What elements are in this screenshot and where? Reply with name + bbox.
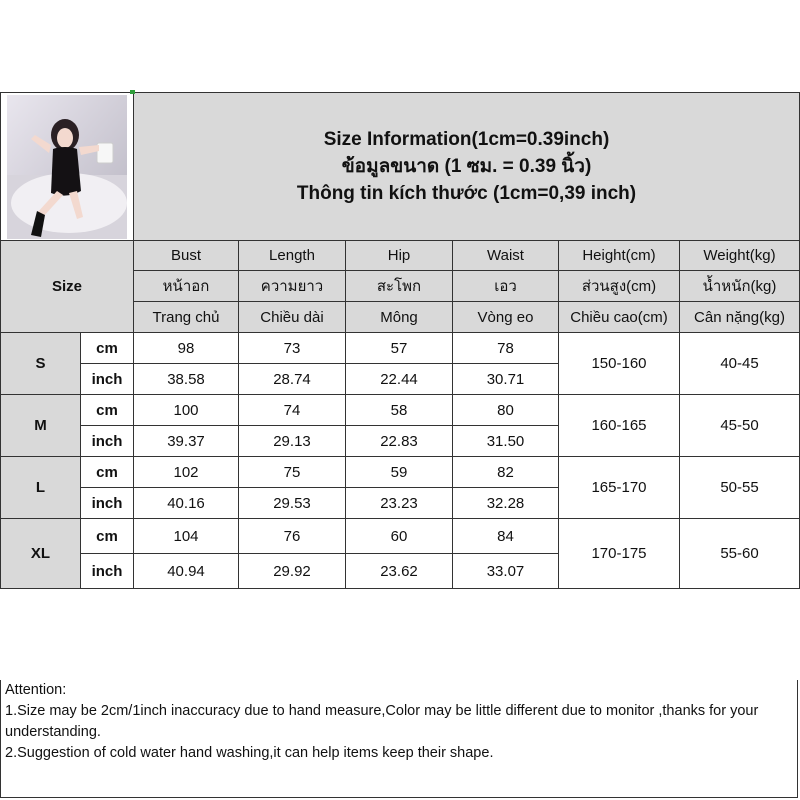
waist-cm: 84 bbox=[453, 519, 559, 554]
waist-cm: 80 bbox=[453, 395, 559, 426]
length-cm: 73 bbox=[239, 333, 346, 364]
title-vietnamese: Thông tin kích thước (1cm=0,39 inch) bbox=[296, 183, 637, 204]
hip-inch: 22.44 bbox=[346, 364, 453, 395]
length-cm: 75 bbox=[239, 457, 346, 488]
notes-line-2: 2.Suggestion of cold water hand washing,it can help items keep their shape. bbox=[5, 745, 494, 761]
weight-range: 45-50 bbox=[680, 395, 800, 457]
hip-inch: 22.83 bbox=[346, 426, 453, 457]
col-bust-vi: Trang chủ bbox=[134, 302, 239, 333]
col-bust-th: หน้าอก bbox=[134, 271, 239, 302]
col-height-vi: Chiều cao(cm) bbox=[559, 302, 680, 333]
product-photo-cell bbox=[1, 93, 134, 241]
bust-inch: 38.58 bbox=[134, 364, 239, 395]
table-row bbox=[1, 457, 800, 488]
title-cell bbox=[134, 93, 800, 241]
attention-notes bbox=[0, 680, 798, 798]
bust-inch: 40.94 bbox=[134, 554, 239, 589]
table-row bbox=[1, 519, 800, 554]
col-weight-th: น้ำหนัก(kg) bbox=[680, 271, 800, 302]
unit-inch: inch bbox=[81, 364, 134, 395]
title-english: Size Information(1cm=0.39inch) bbox=[323, 129, 610, 150]
unit-inch: inch bbox=[81, 554, 134, 589]
product-photo bbox=[7, 95, 127, 239]
waist-inch: 30.71 bbox=[453, 364, 559, 395]
unit-cm: cm bbox=[81, 457, 134, 488]
waist-cm: 78 bbox=[453, 333, 559, 364]
col-length-vi: Chiều dài bbox=[239, 302, 346, 333]
col-weight-vi: Cân nặng(kg) bbox=[680, 302, 800, 333]
bust-cm: 100 bbox=[134, 395, 239, 426]
unit-cm: cm bbox=[81, 519, 134, 554]
unit-inch: inch bbox=[81, 488, 134, 519]
unit-cm: cm bbox=[81, 395, 134, 426]
weight-range: 40-45 bbox=[680, 333, 800, 395]
unit-inch: inch bbox=[81, 426, 134, 457]
bust-inch: 40.16 bbox=[134, 488, 239, 519]
weight-range: 55-60 bbox=[680, 519, 800, 589]
size-cell: L bbox=[1, 457, 81, 519]
col-height-en: Height(cm) bbox=[559, 241, 680, 271]
col-height-th: ส่วนสูง(cm) bbox=[559, 271, 680, 302]
col-hip-vi: Mông bbox=[346, 302, 453, 333]
hip-cm: 58 bbox=[346, 395, 453, 426]
table-row bbox=[1, 395, 800, 426]
length-inch: 28.74 bbox=[239, 364, 346, 395]
hip-inch: 23.23 bbox=[346, 488, 453, 519]
size-cell: S bbox=[1, 333, 81, 395]
table-row bbox=[1, 333, 800, 364]
model-photo-image bbox=[7, 95, 127, 239]
length-inch: 29.53 bbox=[239, 488, 346, 519]
col-hip-en: Hip bbox=[346, 241, 453, 271]
hip-cm: 57 bbox=[346, 333, 453, 364]
waist-inch: 33.07 bbox=[453, 554, 559, 589]
size-cell: M bbox=[1, 395, 81, 457]
waist-cm: 82 bbox=[453, 457, 559, 488]
col-waist-th: เอว bbox=[453, 271, 559, 302]
col-weight-en: Weight(kg) bbox=[680, 241, 800, 271]
notes-line-1: 1.Size may be 2cm/1inch inaccuracy due to hand measure,Color may be little different due to monitor ,thanks for your understanding. bbox=[5, 703, 763, 740]
height-range: 150-160 bbox=[559, 333, 680, 395]
col-length-en: Length bbox=[239, 241, 346, 271]
hip-cm: 59 bbox=[346, 457, 453, 488]
length-cm: 74 bbox=[239, 395, 346, 426]
corner-marker bbox=[130, 90, 135, 94]
hip-inch: 23.62 bbox=[346, 554, 453, 589]
length-inch: 29.13 bbox=[239, 426, 346, 457]
size-header: Size bbox=[1, 241, 134, 333]
col-bust-en: Bust bbox=[134, 241, 239, 271]
size-table bbox=[0, 92, 800, 589]
weight-range: 50-55 bbox=[680, 457, 800, 519]
bust-cm: 98 bbox=[134, 333, 239, 364]
col-waist-vi: Vòng eo bbox=[453, 302, 559, 333]
length-inch: 29.92 bbox=[239, 554, 346, 589]
unit-cm: cm bbox=[81, 333, 134, 364]
bust-cm: 102 bbox=[134, 457, 239, 488]
height-range: 170-175 bbox=[559, 519, 680, 589]
bust-inch: 39.37 bbox=[134, 426, 239, 457]
col-waist-en: Waist bbox=[453, 241, 559, 271]
length-cm: 76 bbox=[239, 519, 346, 554]
height-range: 165-170 bbox=[559, 457, 680, 519]
hip-cm: 60 bbox=[346, 519, 453, 554]
waist-inch: 32.28 bbox=[453, 488, 559, 519]
size-chart bbox=[0, 90, 800, 761]
title-thai: ข้อมูลขนาด (1 ซม. = 0.39 นิ้ว) bbox=[341, 156, 592, 177]
height-range: 160-165 bbox=[559, 395, 680, 457]
size-cell: XL bbox=[1, 519, 81, 589]
waist-inch: 31.50 bbox=[453, 426, 559, 457]
col-length-th: ความยาว bbox=[239, 271, 346, 302]
col-hip-th: สะโพก bbox=[346, 271, 453, 302]
bust-cm: 104 bbox=[134, 519, 239, 554]
notes-heading: Attention: bbox=[5, 682, 67, 698]
